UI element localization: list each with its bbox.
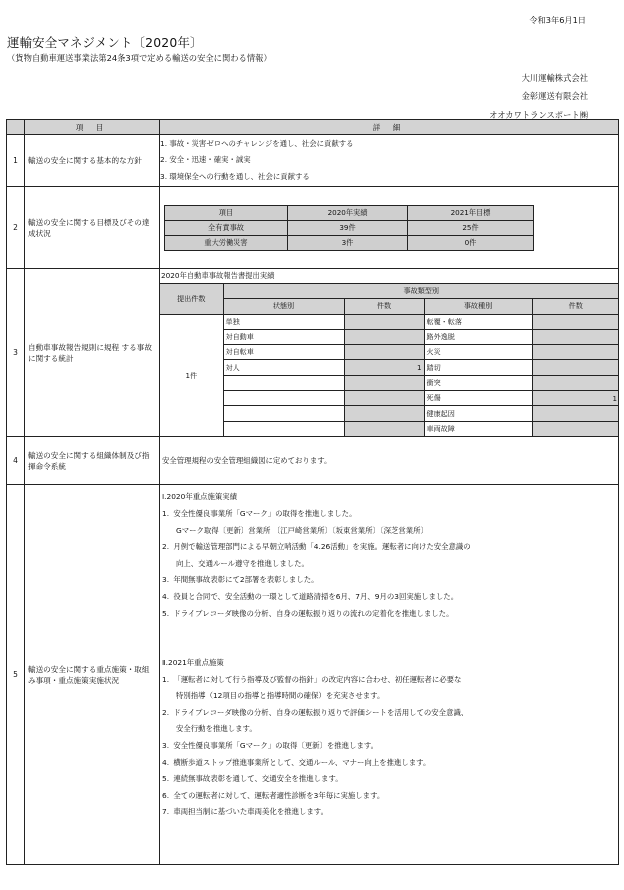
goal-header: 2020年実績 — [288, 205, 408, 220]
submitted-header: 提出件数 — [160, 284, 223, 315]
table-row — [165, 205, 534, 220]
state-label — [223, 391, 344, 406]
measures-cell — [160, 485, 619, 865]
row-item-label: 輸送の安全に関する組織体制及び指揮命令系統 — [25, 437, 160, 485]
organization-detail: 安全管理規程の安全管理組織図に定めております。 — [160, 437, 619, 485]
state-label: 単独 — [223, 314, 344, 329]
table-row — [160, 345, 619, 360]
table-row — [160, 360, 619, 375]
page-title: 運輸安全マネジメント〔2020年〕 — [7, 35, 203, 50]
table-row — [165, 235, 534, 250]
row-number: 3 — [7, 269, 25, 437]
kind-count — [532, 375, 619, 390]
goal-header: 2021年目標 — [408, 205, 534, 220]
table-row — [7, 485, 619, 865]
header-item: 項 目 — [25, 120, 160, 135]
measures-list-2020 — [162, 506, 618, 622]
goal-header: 項目 — [165, 205, 288, 220]
row-item-label: 輸送の安全に関する重点施策・取組み事項・重点施策実施状況 — [25, 485, 160, 865]
list-item: 5. ドライブレコーダ映像の分析、自身の運転振り返りの流れの定着化を推進しました。 — [162, 608, 454, 618]
kind-count — [532, 406, 619, 421]
header-num-cell — [7, 120, 25, 135]
kind-count — [532, 421, 619, 436]
list-item: 2. 安全・迅速・確実・誠実 — [160, 155, 251, 165]
state-label — [223, 421, 344, 436]
state-label — [223, 375, 344, 390]
accident-caption: 2020年自動車事故報告書提出実績 — [161, 271, 275, 280]
kind-header: 事故種別 — [424, 299, 532, 314]
row-item-label: 輸送の安全に関する目標及びその達成状況 — [25, 187, 160, 269]
list-item: 5. 連続無事故表彰を通して、交通安全を推進します。 — [162, 774, 343, 784]
row-item-label: 輸送の安全に関する基本的な方針 — [25, 135, 160, 187]
state-label: 対自動車 — [223, 329, 344, 344]
goal-label: 全有責事故 — [165, 220, 288, 235]
row-item-label: 自動車事故報告規則に規程 する事故に関する統計 — [25, 269, 160, 437]
kind-label: 死傷 — [424, 391, 532, 406]
list-item: 3. 環境保全への行動を通し、社会に貢献する — [160, 171, 310, 181]
list-item: 4. 横断歩道ストップ推進事業所として、交通ルール、マナー向上を推進します。 — [162, 757, 431, 767]
kind-count — [532, 314, 619, 329]
goal-value: 25件 — [408, 220, 534, 235]
company-list — [489, 69, 588, 124]
goal-label: 重大労働災害 — [165, 235, 288, 250]
kind-count — [532, 329, 619, 344]
list-item: 向上、交通ルール遵守を推進しました。 — [176, 558, 309, 568]
table-row — [165, 220, 534, 235]
section-heading: Ⅰ.2020年重点施策実績 — [162, 492, 238, 502]
table-row — [160, 284, 619, 299]
submitted-count: 1件 — [160, 314, 223, 436]
kind-label: 衝突 — [424, 375, 532, 390]
policy-list — [160, 135, 619, 187]
state-count — [344, 406, 424, 421]
table-row — [7, 135, 619, 187]
list-item: 1. 「運転者に対して行う指導及び監督の指針」の改定内容に合わせ、初任運転者に必要な — [162, 674, 462, 684]
kind-label: 火災 — [424, 345, 532, 360]
section-heading: Ⅱ.2021年重点施策 — [162, 658, 224, 668]
list-item: Gマーク取得〔更新〕営業所 〔江戸崎営業所〕〔坂東営業所〕〔深芝営業所〕 — [176, 525, 428, 535]
company-name: オオカワトランスポート㈱ — [489, 109, 588, 120]
table-row — [160, 329, 619, 344]
table-row — [160, 391, 619, 406]
state-count — [344, 391, 424, 406]
table-row — [7, 269, 619, 437]
goal-table — [164, 205, 534, 251]
goal-cell — [160, 187, 619, 269]
list-item: 3. 年間無事故表彰にて2部署を表彰しました。 — [162, 575, 319, 585]
kind-label: 健康起因 — [424, 406, 532, 421]
count-header: 件数 — [344, 299, 424, 314]
accident-table — [160, 283, 619, 436]
row-number: 4 — [7, 437, 25, 485]
type-header: 事故類型別 — [223, 284, 619, 299]
list-item: 7. 車両担当制に基づいた車両美化を推進します。 — [162, 807, 328, 817]
kind-count — [532, 360, 619, 375]
table-row — [7, 437, 619, 485]
table-row — [160, 314, 619, 329]
state-label — [223, 406, 344, 421]
kind-label: 車両故障 — [424, 421, 532, 436]
state-count — [344, 375, 424, 390]
count-header: 件数 — [532, 299, 619, 314]
state-count — [344, 329, 424, 344]
kind-label: 路外逸脱 — [424, 329, 532, 344]
state-count — [344, 345, 424, 360]
list-item: 4. 役員と合同で、安全活動の一環として道路清掃を6月、7月、9月の3回実施しました。 — [162, 591, 459, 601]
table-header-row — [7, 120, 619, 135]
kind-count: 1 — [532, 391, 619, 406]
list-item: 1. 事故・災害ゼロへのチャレンジを通し、社会に貢献する — [160, 138, 354, 148]
company-name: 大川運輸株式会社 — [521, 73, 588, 83]
list-item: 2. 月例で輸送管理部門による早朝立哨活動「4.26活動」を実施。運転者に向けた安全意識の — [162, 542, 471, 552]
kind-label: 踏切 — [424, 360, 532, 375]
kind-count — [532, 345, 619, 360]
header-detail: 詳 細 — [160, 120, 619, 135]
table-row — [7, 187, 619, 269]
row-number: 1 — [7, 135, 25, 187]
accident-cell — [160, 269, 619, 437]
state-count — [344, 421, 424, 436]
company-name: 金彰運送有限会社 — [521, 91, 588, 102]
state-label: 対自転車 — [223, 345, 344, 360]
safety-info-table — [6, 119, 619, 865]
table-row — [160, 375, 619, 390]
row-number: 2 — [7, 187, 25, 269]
goal-value: 0件 — [408, 235, 534, 250]
list-item: 特別指導（12項目の指導と指導時間の確保）を充実させます。 — [176, 691, 385, 701]
list-item: 6. 全ての運転者に対して、運転者適性診断を3年毎に実施します。 — [162, 790, 385, 800]
page-subtitle: （貨物自動車運送事業法第24条3項で定める輸送の安全に関わる情報） — [7, 53, 272, 63]
state-header: 状態別 — [223, 299, 344, 314]
list-item: 1. 安全性優良事業所「Gマーク」の取得を推進しました。 — [162, 508, 357, 518]
row-number: 5 — [7, 485, 25, 865]
state-count: 1 — [344, 360, 424, 375]
list-item: 3. 安全性優良事業所「Gマーク」の取得〔更新〕を推進します。 — [162, 741, 379, 750]
table-row — [160, 299, 619, 314]
kind-label: 転覆・転落 — [424, 314, 532, 329]
list-item: 2. ドライブレコーダ映像の分析、自身の運転振り返りで評価シートを活用しての安全意識、 — [162, 707, 469, 717]
document-date: 令和3年6月1日 — [529, 15, 586, 25]
goal-value: 3件 — [288, 235, 408, 250]
state-label: 対人 — [223, 360, 344, 375]
goal-value: 39件 — [288, 220, 408, 235]
table-row — [160, 421, 619, 436]
state-count — [344, 314, 424, 329]
table-row — [160, 406, 619, 421]
list-item: 安全行動を推進します。 — [176, 724, 257, 734]
measures-list-2021 — [162, 672, 618, 821]
